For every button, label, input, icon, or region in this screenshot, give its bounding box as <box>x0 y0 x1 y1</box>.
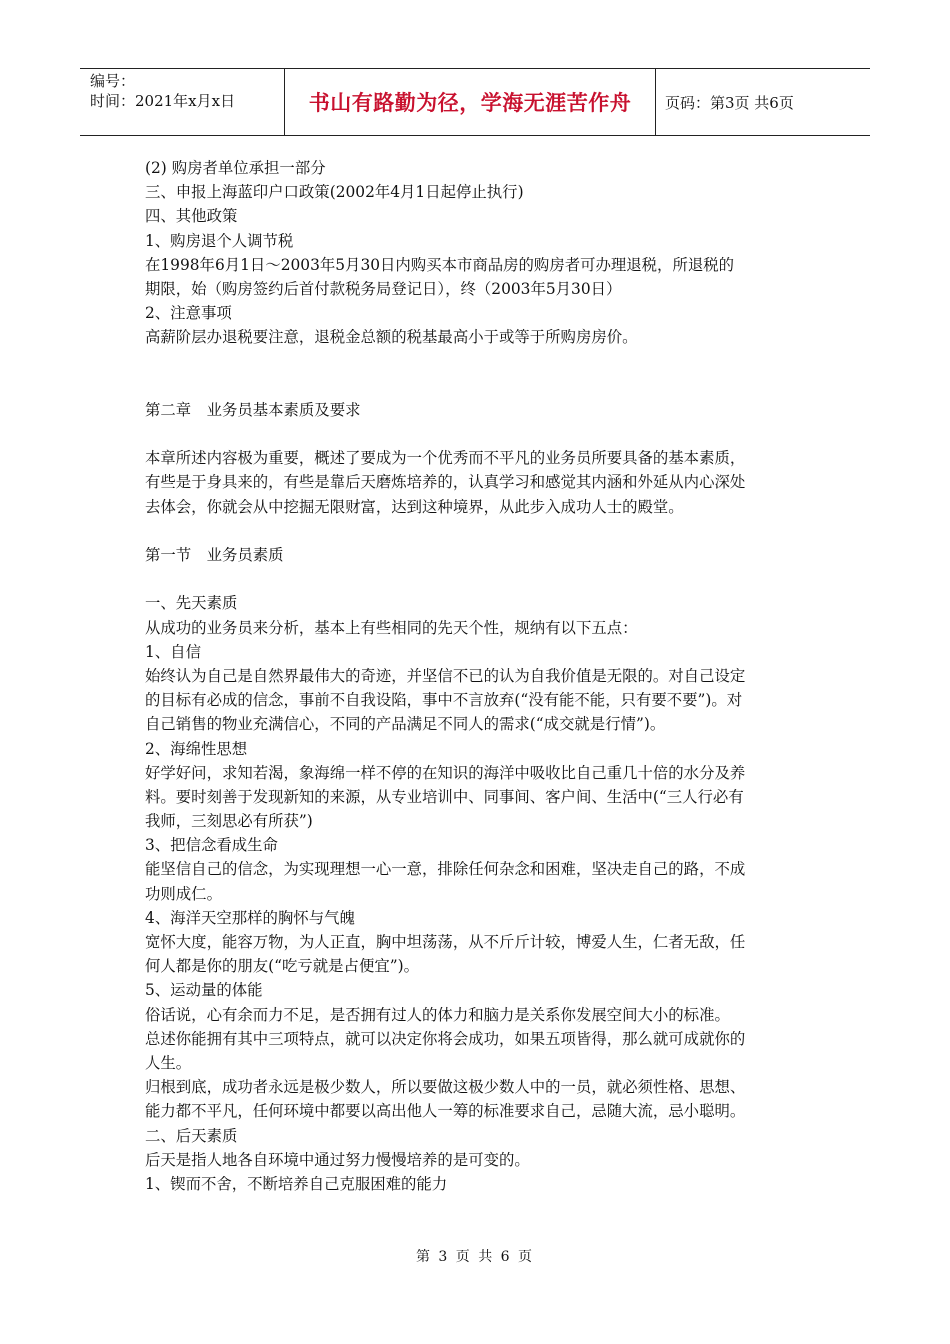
header-motto: 书山有路勤为径，学海无涯苦作舟 <box>308 91 632 115</box>
blank-line <box>145 374 815 398</box>
text-line: 宽怀大度，能容万物，为人正直，胸中坦荡荡，从不斤斤计较，博爱人生，仁者无敌，任 <box>145 933 746 951</box>
header-page-cell <box>656 69 870 135</box>
blank-line <box>145 519 815 543</box>
text-line: 1、锲而不舍，不断培养自己克服困难的能力 <box>145 1174 448 1193</box>
text-line: 自己销售的物业充满信心，不同的产品满足不同人的需求(“成交就是行情”)。 <box>145 715 666 734</box>
text-line: 有些是于身具来的，有些是靠后天磨炼培养的，认真学习和感觉其内涵和外延从内心深处 <box>145 473 746 492</box>
text-line: 归根到底，成功者永远是极少数人，所以要做这极少数人中的一员，就必须性格、思想、 <box>145 1078 746 1097</box>
text-line: 功则成仁。 <box>145 884 222 903</box>
text-line: 的目标有必成的信念，事前不自我设陷，事中不言放弃(“没有能不能，只有要不要”)。对 <box>145 691 743 710</box>
header-motto-cell <box>284 69 656 135</box>
page-header <box>80 68 870 136</box>
text-line: 4、海洋天空那样的胸怀与气魄 <box>145 908 355 927</box>
text-line: 5、运动量的体能 <box>145 981 263 1000</box>
text-line: 期限，始（购房签约后首付款税务局登记日），终（2003年5月30日） <box>145 279 622 298</box>
text-line: 始终认为自己是自然界最伟大的奇迹，并坚信不已的认为自我价值是无限的。对自己设定 <box>145 666 746 685</box>
text-line: 1、自信 <box>145 642 201 661</box>
text-line: 俗话说，心有余而力不足，是否拥有过人的体力和脑力是关系你发展空间大小的标准。 <box>145 1005 730 1024</box>
text-line: 本章所述内容极为重要，概述了要成为一个优秀而不平凡的业务员所要具备的基本素质， <box>145 449 746 468</box>
text-line: 高薪阶层办退税要注意，退税金总额的税基最高小于或等于所购房房价。 <box>145 328 638 347</box>
text-line: 能坚信自己的信念，为实现理想一心一意，排除任何杂念和困难，坚决走自己的路，不成 <box>145 860 746 879</box>
page-footer: 第 3 页 共 6 页 <box>415 1249 535 1265</box>
text-line: 三、申报上海蓝印户口政策(2002年4月1日起停止执行) <box>145 183 524 202</box>
header-meta <box>80 69 284 135</box>
doc-number-label: 编号： <box>90 72 136 90</box>
text-line: 第二章 业务员基本素质及要求 <box>145 400 361 419</box>
blank-line <box>145 422 815 446</box>
text-line: 料。要时刻善于发现新知的来源，从专业培训中、同事间、客户间、生活中(“三人行必有 <box>145 787 744 806</box>
text-line: (2) 购房者单位承担一部分 <box>145 159 326 177</box>
text-line: 一、先天素质 <box>145 594 238 613</box>
text-line: 四、其他政策 <box>145 207 238 226</box>
document-body <box>145 156 815 1196</box>
text-line: 从成功的业务员来分析，基本上有些相同的先天个性，规纳有以下五点： <box>145 618 638 637</box>
text-line: 总述你能拥有其中三项特点，就可以决定你将会成功，如果五项皆得，那么就可成就你的 <box>145 1029 746 1048</box>
text-line: 2、海绵性思想 <box>145 739 248 758</box>
text-line: 第一节 业务员素质 <box>145 546 284 564</box>
text-line: 在1998年6月1日～2003年5月30日内购买本市商品房的购房者可办理退税，所退税的 <box>145 255 735 274</box>
text-line: 能力都不平凡，任何环境中都要以高出他人一筹的标准要求自己，忌随大流，忌小聪明。 <box>145 1102 746 1121</box>
blank-line <box>145 350 815 374</box>
header-page-number: 页码：第3页 共6页 <box>665 93 794 112</box>
text-line: 何人都是你的朋友(“吃亏就是占便宜”)。 <box>145 957 419 976</box>
text-line: 2、注意事项 <box>145 304 232 323</box>
text-line: 我师，三刻思必有所获”) <box>145 812 313 831</box>
text-line: 二、后天素质 <box>145 1126 238 1145</box>
text-line: 好学好问，求知若渴，象海绵一样不停的在知识的海洋中吸收比自己重几十倍的水分及养 <box>145 763 746 782</box>
text-line: 1、购房退个人调节税 <box>145 231 294 250</box>
text-line: 去体会，你就会从中挖掘无限财富，达到这种境界，从此步入成功人士的殿堂。 <box>145 497 684 516</box>
doc-date-label: 时间：2021年x月x日 <box>90 92 236 110</box>
text-line: 人生。 <box>145 1053 192 1072</box>
blank-line <box>145 567 815 591</box>
text-line: 3、把信念看成生命 <box>145 836 278 855</box>
text-line: 后天是指人地各自环境中通过努力慢慢培养的是可变的。 <box>145 1150 530 1169</box>
